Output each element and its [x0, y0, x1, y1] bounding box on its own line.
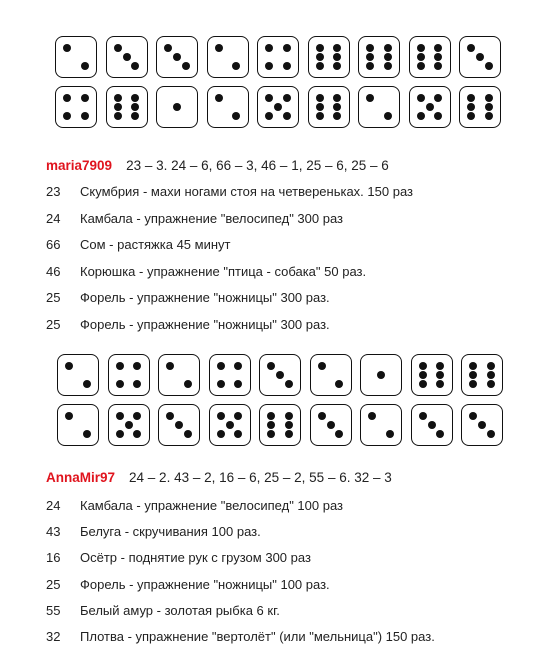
die-pip [487, 380, 495, 388]
die-pip [384, 112, 392, 120]
die-pip [285, 421, 293, 429]
die-pip [469, 380, 477, 388]
die-pip [316, 44, 324, 52]
entry-text: Белуга - скручивания 100 раз. [80, 524, 261, 539]
die-pip [131, 94, 139, 102]
die-pip [469, 362, 477, 370]
die-pip [417, 112, 425, 120]
die-pip [164, 44, 172, 52]
die-pip [63, 94, 71, 102]
die-pip [419, 412, 427, 420]
die-pip [467, 112, 475, 120]
entry-text: Камбала - упражнение "велосипед" 300 раз [80, 211, 343, 226]
dice-summary: 24 – 2. 43 – 2, 16 – 6, 25 – 2, 55 – 6. 32 – 3 [129, 470, 392, 485]
die-pip [335, 380, 343, 388]
die-six [259, 404, 301, 446]
die-pip [83, 380, 91, 388]
die-pip [265, 44, 273, 52]
list-item [46, 290, 330, 305]
die-pip [318, 412, 326, 420]
die-pip [316, 103, 324, 111]
die-pip [267, 421, 275, 429]
die-pip [384, 53, 392, 61]
section-header [46, 158, 389, 173]
die-pip [327, 421, 335, 429]
die-three [106, 36, 148, 78]
die-pip [478, 421, 486, 429]
die-pip [285, 380, 293, 388]
die-pip [485, 62, 493, 70]
die-pip [333, 53, 341, 61]
die-pip [274, 103, 282, 111]
die-pip [485, 112, 493, 120]
die-three [461, 404, 503, 446]
die-pip [114, 103, 122, 111]
die-pip [485, 103, 493, 111]
die-pip [434, 62, 442, 70]
die-three [459, 36, 501, 78]
die-pip [166, 412, 174, 420]
list-item [46, 264, 366, 279]
die-pip [123, 53, 131, 61]
die-pip [125, 421, 133, 429]
die-pip [368, 412, 376, 420]
die-pip [217, 430, 225, 438]
die-pip [234, 380, 242, 388]
die-pip [166, 362, 174, 370]
username[interactable]: maria7909 [46, 158, 113, 173]
list-item [46, 184, 413, 199]
die-pip [215, 44, 223, 52]
die-pip [131, 112, 139, 120]
die-two [207, 36, 249, 78]
list-item [46, 498, 343, 513]
die-pip [318, 362, 326, 370]
entry-code: 23 [46, 184, 61, 199]
die-pip [419, 371, 427, 379]
die-pip [316, 112, 324, 120]
die-pip [333, 62, 341, 70]
die-five [108, 404, 150, 446]
die-pip [316, 94, 324, 102]
die-pip [436, 362, 444, 370]
die-pip [267, 412, 275, 420]
die-pip [173, 53, 181, 61]
section-header [46, 470, 392, 485]
die-pip [467, 44, 475, 52]
die-three [411, 404, 453, 446]
die-pip [386, 430, 394, 438]
list-item [46, 550, 311, 565]
die-pip [487, 371, 495, 379]
entry-text: Осётр - поднятие рук с грузом 300 раз [80, 550, 311, 565]
die-pip [133, 430, 141, 438]
die-pip [333, 112, 341, 120]
die-four [55, 86, 97, 128]
die-six [106, 86, 148, 128]
die-pip [434, 44, 442, 52]
die-pip [267, 362, 275, 370]
die-pip [366, 62, 374, 70]
die-pip [384, 62, 392, 70]
die-two [207, 86, 249, 128]
entry-code: 55 [46, 603, 61, 618]
die-pip [436, 380, 444, 388]
die-pip [232, 112, 240, 120]
die-pip [65, 412, 73, 420]
die-pip [283, 44, 291, 52]
entry-code: 25 [46, 290, 61, 305]
die-pip [81, 62, 89, 70]
die-pip [434, 94, 442, 102]
die-pip [428, 421, 436, 429]
list-item [46, 603, 280, 618]
dice-summary: 23 – 3. 24 – 6, 66 – 3, 46 – 1, 25 – 6, 25 – 6 [126, 158, 389, 173]
entry-code: 25 [46, 577, 61, 592]
die-three [310, 404, 352, 446]
die-pip [316, 62, 324, 70]
entry-code: 43 [46, 524, 61, 539]
die-pip [215, 94, 223, 102]
die-pip [133, 362, 141, 370]
die-pip [182, 62, 190, 70]
entry-code: 16 [46, 550, 61, 565]
die-pip [283, 112, 291, 120]
die-pip [436, 430, 444, 438]
die-six [459, 86, 501, 128]
die-five [209, 404, 251, 446]
die-four [108, 354, 150, 396]
die-three [158, 404, 200, 446]
entry-code: 66 [46, 237, 61, 252]
die-pip [487, 430, 495, 438]
die-pip [377, 371, 385, 379]
entry-code: 32 [46, 629, 61, 644]
die-pip [116, 412, 124, 420]
die-six [461, 354, 503, 396]
die-pip [434, 53, 442, 61]
die-pip [81, 94, 89, 102]
die-pip [116, 362, 124, 370]
entry-code: 24 [46, 498, 61, 513]
die-pip [217, 412, 225, 420]
die-four [209, 354, 251, 396]
die-pip [467, 103, 475, 111]
die-pip [283, 62, 291, 70]
die-pip [366, 44, 374, 52]
entry-text: Форель - упражнение "ножницы" 100 раз. [80, 577, 330, 592]
die-pip [116, 430, 124, 438]
die-pip [419, 380, 427, 388]
die-two [55, 36, 97, 78]
die-pip [417, 62, 425, 70]
entry-code: 25 [46, 317, 61, 332]
die-pip [234, 362, 242, 370]
die-pip [234, 412, 242, 420]
die-pip [175, 421, 183, 429]
die-two [57, 354, 99, 396]
entry-text: Корюшка - упражнение "птица - собака" 50 раз. [80, 264, 367, 279]
entry-text: Сом - растяжка 45 минут [80, 237, 231, 252]
die-two [358, 86, 400, 128]
die-six [308, 36, 350, 78]
list-item [46, 237, 230, 252]
die-two [158, 354, 200, 396]
die-pip [81, 112, 89, 120]
entry-text: Форель - упражнение "ножницы" 300 раз. [80, 317, 330, 332]
die-six [358, 36, 400, 78]
list-item [46, 577, 330, 592]
die-pip [285, 412, 293, 420]
die-pip [417, 53, 425, 61]
die-two [360, 404, 402, 446]
die-pip [285, 430, 293, 438]
die-pip [83, 430, 91, 438]
die-six [308, 86, 350, 128]
die-one [360, 354, 402, 396]
entry-code: 24 [46, 211, 61, 226]
entry-text: Форель - упражнение "ножницы" 300 раз. [80, 290, 330, 305]
die-pip [436, 371, 444, 379]
die-pip [133, 380, 141, 388]
die-pip [114, 112, 122, 120]
die-pip [487, 362, 495, 370]
die-pip [65, 362, 73, 370]
list-item [46, 524, 261, 539]
die-pip [265, 62, 273, 70]
die-pip [184, 430, 192, 438]
entry-text: Плотва - упражнение "вертолёт" (или "мельница") 150 раз. [80, 629, 435, 644]
die-pip [131, 62, 139, 70]
die-pip [366, 94, 374, 102]
die-pip [131, 103, 139, 111]
die-pip [232, 62, 240, 70]
die-pip [485, 94, 493, 102]
entry-text: Белый амур - золотая рыбка 6 кг. [80, 603, 280, 618]
die-six [409, 36, 451, 78]
die-pip [234, 430, 242, 438]
die-pip [335, 430, 343, 438]
die-pip [316, 53, 324, 61]
die-pip [366, 53, 374, 61]
die-pip [173, 103, 181, 111]
die-pip [333, 44, 341, 52]
die-five [257, 86, 299, 128]
list-item [46, 629, 435, 644]
die-pip [217, 380, 225, 388]
die-pip [265, 94, 273, 102]
die-pip [426, 103, 434, 111]
entry-text: Скумбрия - махи ногами стоя на четвереньках. 150 раз [80, 184, 413, 199]
die-pip [133, 412, 141, 420]
die-pip [417, 44, 425, 52]
die-five [409, 86, 451, 128]
die-three [156, 36, 198, 78]
die-one [156, 86, 198, 128]
die-pip [217, 362, 225, 370]
die-two [57, 404, 99, 446]
die-two [310, 354, 352, 396]
die-pip [469, 371, 477, 379]
entry-text: Камбала - упражнение "велосипед" 100 раз [80, 498, 343, 513]
die-pip [114, 44, 122, 52]
username[interactable]: AnnaMir97 [46, 470, 116, 485]
die-three [259, 354, 301, 396]
die-pip [419, 362, 427, 370]
die-pip [467, 94, 475, 102]
die-pip [265, 112, 273, 120]
die-six [411, 354, 453, 396]
list-item [46, 211, 343, 226]
die-pip [469, 412, 477, 420]
die-pip [63, 112, 71, 120]
die-pip [114, 94, 122, 102]
die-pip [417, 94, 425, 102]
die-pip [333, 94, 341, 102]
list-item [46, 317, 330, 332]
die-pip [384, 44, 392, 52]
die-pip [226, 421, 234, 429]
die-pip [476, 53, 484, 61]
die-pip [434, 112, 442, 120]
die-pip [267, 430, 275, 438]
entry-code: 46 [46, 264, 61, 279]
die-pip [63, 44, 71, 52]
die-pip [116, 380, 124, 388]
die-pip [276, 371, 284, 379]
die-four [257, 36, 299, 78]
die-pip [333, 103, 341, 111]
die-pip [184, 380, 192, 388]
die-pip [283, 94, 291, 102]
